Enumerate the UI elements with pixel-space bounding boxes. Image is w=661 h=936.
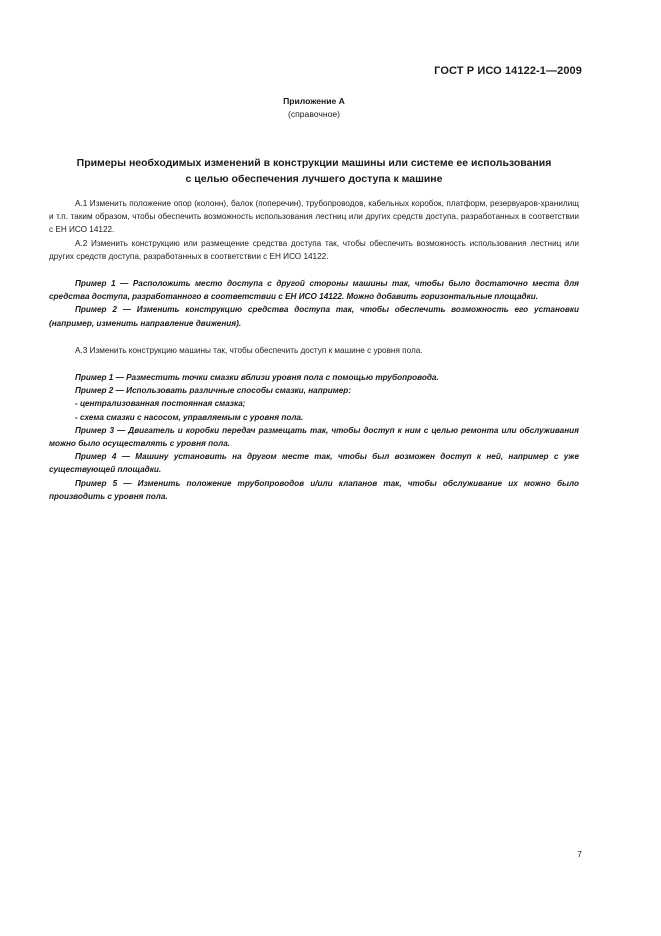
paragraph-a3-example-5: Пример 5 — Изменить положение трубопроводов и/или клапанов так, чтобы обслуживание их можно было производить с уровня пола. — [49, 478, 579, 501]
page-number: 7 — [577, 849, 582, 859]
section-title — [55, 155, 573, 187]
paragraph-a3-example-3: Пример 3 — Двигатель и коробки передач размещать так, чтобы доступ к ним с целью ремонта или обслуживания можно было осуществлять с уровня пола. — [49, 425, 579, 449]
paragraph-a1: А.1 Изменить положение опор (колонн), балок (поперечин), трубопроводов, кабельных коробок, платформ, резервуаров-хранилищ и т.п. таким образом, чтобы обеспечить возможность использования лестниц или других средств доступа, разработанных в соответствии с ЕН ИСО 14122. — [49, 199, 579, 235]
annex-heading — [0, 95, 628, 120]
section-title-line-2: с целью обеспечения лучшего доступа к машине — [185, 173, 443, 185]
paragraph-a3-example-2: Пример 2 — Использовать различные способы смазки, например: — [75, 386, 352, 396]
spacer — [49, 330, 579, 344]
list-item: - централизованная постоянная смазка; — [75, 399, 246, 409]
paragraph-a2-example-1: Пример 1 — Расположить место доступа с другой стороны машины так, чтобы было достаточно места для средства доступа, разработанного в соответствии с ЕН ИСО 14122. Можно добавить горизонтальные площадки. — [49, 279, 579, 302]
paragraph-a3: А.3 Изменить конструкцию машины так, чтобы обеспечить доступ к машине с уровня пола. — [75, 345, 423, 355]
paragraph-a2-example-2: Пример 2 — Изменить конструкцию средства доступа так, чтобы обеспечить возможность его установки (например, изменить направление движения). — [49, 305, 579, 328]
document-body — [49, 197, 579, 503]
annex-title: Приложение А — [283, 96, 345, 106]
paragraph-a2: А.2 Изменить конструкцию или размещение средства доступа так, чтобы обеспечить возможность использования лестниц или других средств доступа, разработанных в соответствии с ЕН ИСО 14122. — [49, 238, 579, 261]
paragraph-a3-example-1: Пример 1 — Разместить точки смазки вблизи уровня пола с помощью трубопровода. — [75, 373, 439, 383]
list-item: - схема смазки с насосом, управляемым с уровня пола. — [75, 412, 304, 422]
spacer — [49, 263, 579, 277]
section-title-line-1: Примеры необходимых изменений в конструкции машины или системе ее использования — [76, 157, 552, 169]
annex-type: (справочное) — [287, 108, 341, 119]
spacer — [49, 357, 579, 371]
document-code-header: ГОСТ Р ИСО 14122-1—2009 — [434, 65, 582, 77]
paragraph-a3-example-4: Пример 4 — Машину установить на другом месте так, чтобы был возможен доступ к ней, например с уже существующей площадки. — [49, 452, 579, 475]
